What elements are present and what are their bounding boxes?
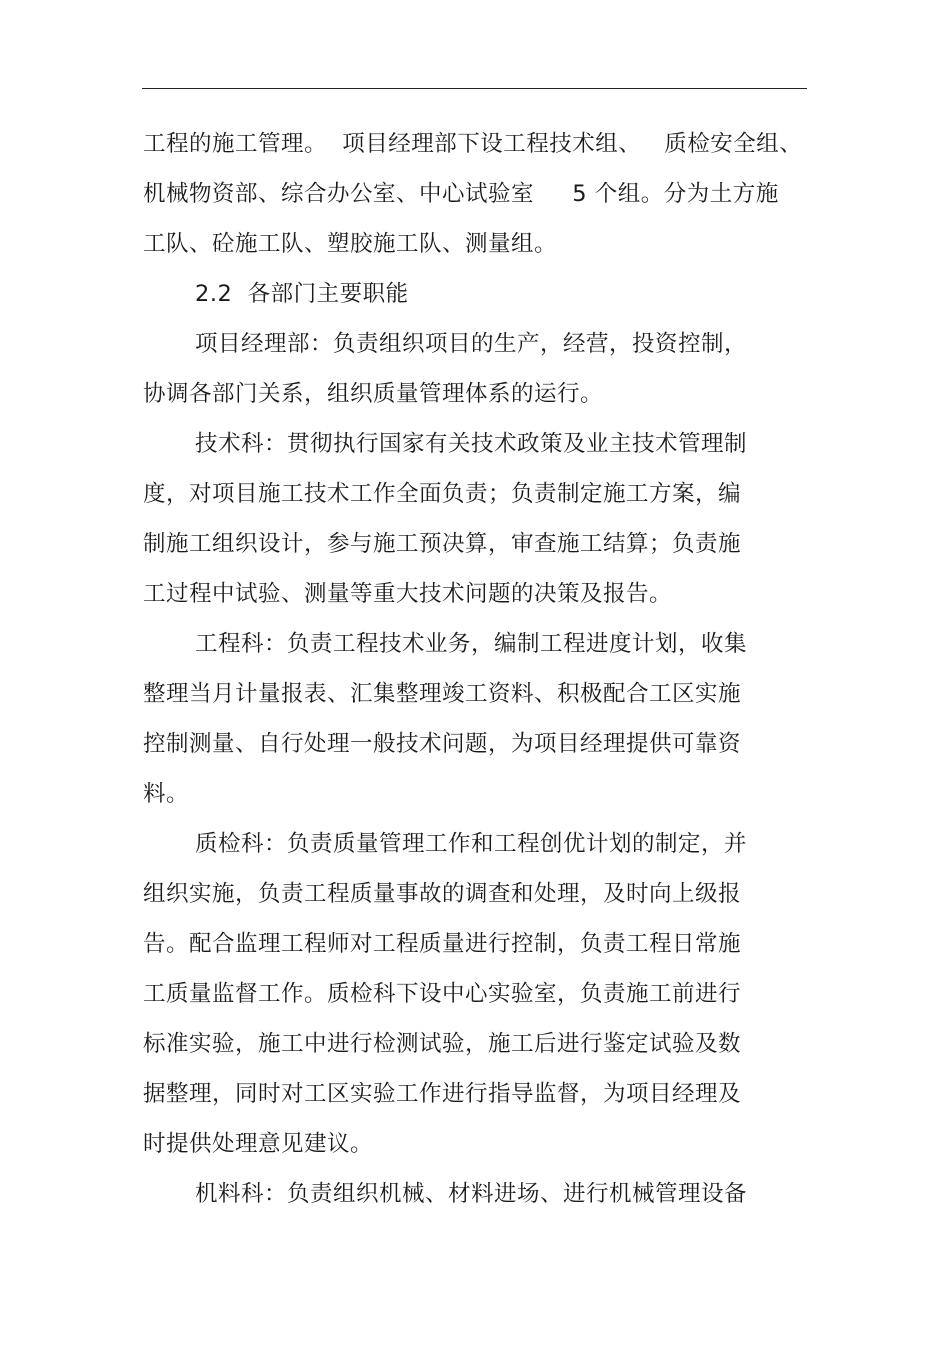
text-line: 项目经理部：负责组织项目的生产，经营，投资控制， <box>195 331 748 357</box>
text-line: 度，对项目施工技术工作全面负责；负责制定施工方案，编 <box>143 481 742 507</box>
text-line: 工质量监督工作。质检科下设中心实验室，负责施工前进行 <box>143 981 742 1007</box>
text-line: 告。配合监理工程师对工程质量进行控制，负责工程日常施 <box>143 931 742 957</box>
text-line: 机械物资部、综合办公室、中心试验室 5 个组。分为土方施 <box>143 181 779 207</box>
text-line: 据整理，同时对工区实验工作进行指导监督，为项目经理及 <box>143 1081 742 1107</box>
text-line: 协调各部门关系，组织质量管理体系的运行。 <box>143 381 604 407</box>
text-line: 工过程中试验、测量等重大技术问题的决策及报告。 <box>143 581 673 607</box>
text-line: 工程的施工管理。 项目经理部下设工程技术组、 质检安全组、 <box>143 131 803 157</box>
text-line: 机料科：负责组织机械、材料进场、进行机械管理设备 <box>195 1181 748 1207</box>
text-line: 技术科：贯彻执行国家有关技术政策及业主技术管理制 <box>195 431 748 457</box>
text-line: 整理当月计量报表、汇集整理竣工资料、积极配合工区实施 <box>143 681 742 707</box>
text-line: 控制测量、自行处理一般技术问题，为项目经理提供可靠资 <box>143 731 742 757</box>
text-line: 时提供处理意见建议。 <box>143 1131 374 1157</box>
text-line: 质检科：负责质量管理工作和工程创优计划的制定，并 <box>195 831 748 857</box>
text-line: 组织实施，负责工程质量事故的调查和处理，及时向上级报 <box>143 881 742 907</box>
text-line: 制施工组织设计，参与施工预决算，审查施工结算；负责施 <box>143 531 742 557</box>
header-rule <box>142 88 807 89</box>
text-line: 标准实验，施工中进行检测试验，施工后进行鉴定试验及数 <box>143 1031 742 1057</box>
section-heading: 2.2 各部门主要职能 <box>195 281 409 307</box>
text-line: 料。 <box>143 781 190 807</box>
text-line: 工队、砼施工队、塑胶施工队、测量组。 <box>143 231 558 257</box>
text-line: 工程科：负责工程技术业务，编制工程进度计划，收集 <box>195 631 748 657</box>
